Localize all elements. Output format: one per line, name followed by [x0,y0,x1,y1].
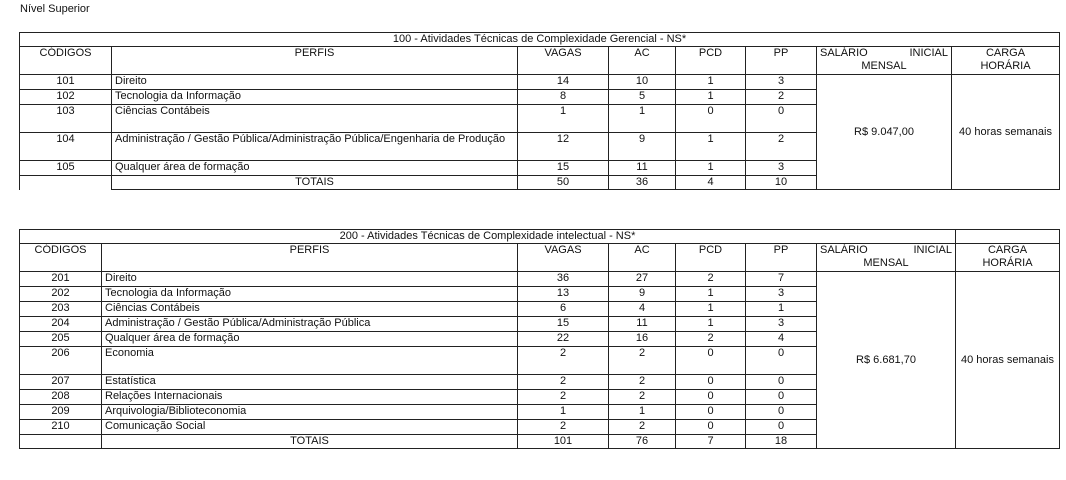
table2-salario: R$ 6.681,70 [817,272,956,449]
header-codigos: CÓDIGOS [20,47,112,75]
table-cell: 102 [20,90,112,105]
table-cell: 210 [20,420,102,435]
table1-title: 100 - Atividades Técnicas de Complexidade Gerencial - NS* [20,33,1060,47]
header-codigos: CÓDIGOS [20,244,102,272]
table-cell: Ciências Contábeis [112,105,518,133]
header-carga-word1: CARGA [987,244,1028,256]
header-pcd: PCD [676,244,746,272]
table-cell: 0 [746,420,817,435]
table-cell: 1 [676,302,746,317]
table-cell: Direito [102,272,518,287]
table-cell: Estatística [102,375,518,390]
header-carga [952,47,1060,75]
table-cell: 3 [746,317,817,332]
table-cell: 103 [20,105,112,133]
table-cell: 36 [518,272,609,287]
table-cell: 1 [676,133,746,161]
table-cell: 208 [20,390,102,405]
table-cell: 1 [518,405,609,420]
header-salario [817,47,952,75]
table-cell: Administração / Gestão Pública/Administração Pública/Engenharia de Produção [112,133,518,161]
table2-title: 200 - Atividades Técnicas de Complexidade intelectual - NS* [20,230,956,244]
header-carga-word1: CARGA [985,47,1026,59]
table-cell: 0 [676,105,746,133]
header-carga-word2: HORÁRIA [980,60,1031,72]
table-cell: 7 [746,272,817,287]
table1-totals-vagas: 50 [518,176,609,190]
table-cell: Tecnologia da Informação [102,287,518,302]
table-cell: 0 [746,405,817,420]
table2-totals-pcd: 7 [676,435,746,449]
header-pcd: PCD [676,47,746,75]
table-gerencial [19,32,1060,190]
table-cell: 0 [746,375,817,390]
table-cell: Direito [112,75,518,90]
table-cell-empty [956,230,1060,244]
table-cell: 0 [676,420,746,435]
table-cell: 202 [20,287,102,302]
table-cell: Economia [102,347,518,375]
table2-totals-vagas: 101 [518,435,609,449]
table-cell: 207 [20,375,102,390]
table-cell: Qualquer área de formação [102,332,518,347]
table-cell: Qualquer área de formação [112,161,518,176]
table-cell: 6 [518,302,609,317]
table-cell: 14 [518,75,609,90]
table1-totals-label: TOTAIS [112,176,518,190]
table-cell: 16 [609,332,676,347]
table-cell: 204 [20,317,102,332]
table-cell: 4 [746,332,817,347]
header-salario-word2: INICIAL [909,47,948,59]
table-cell: 206 [20,347,102,375]
header-vagas: VAGAS [518,47,609,75]
table-cell: Tecnologia da Informação [112,90,518,105]
table-cell: 13 [518,287,609,302]
table-cell: 3 [746,161,817,176]
table-cell: 101 [20,75,112,90]
table-cell: Comunicação Social [102,420,518,435]
table-cell: 10 [609,75,676,90]
table-cell: 3 [746,287,817,302]
table-cell: 1 [676,317,746,332]
table-cell: 11 [609,161,676,176]
table-cell: 2 [518,390,609,405]
table-cell: 0 [676,347,746,375]
header-ac: AC [609,244,676,272]
table-cell: 1 [609,105,676,133]
table-cell: 11 [609,317,676,332]
level-heading: Nível Superior [20,3,90,15]
table-cell: 3 [746,75,817,90]
table-cell: Relações Internacionais [102,390,518,405]
table-cell: 2 [609,390,676,405]
table-cell: 0 [676,405,746,420]
table2-totals-ac: 76 [609,435,676,449]
header-salario-word1: SALÁRIO [820,244,868,256]
table-cell: Arquivologia/Biblioteconomia [102,405,518,420]
table1-salario: R$ 9.047,00 [817,75,952,190]
header-perfis: PERFIS [112,47,518,75]
header-vagas: VAGAS [518,244,609,272]
table-cell: 104 [20,133,112,161]
table2-totals-pp: 18 [746,435,817,449]
table-cell: 15 [518,317,609,332]
header-carga-word2: HORÁRIA [982,257,1033,269]
table-cell: 2 [676,332,746,347]
table-cell: 2 [518,347,609,375]
table-cell: 0 [746,105,817,133]
table-cell: 27 [609,272,676,287]
table-cell: 203 [20,302,102,317]
header-carga [956,244,1060,272]
table1-carga: 40 horas semanais [952,75,1060,190]
header-perfis: PERFIS [102,244,518,272]
table-cell: 1 [518,105,609,133]
table-cell: 1 [609,405,676,420]
table-cell: 15 [518,161,609,176]
table-cell: 0 [746,347,817,375]
table-cell: 9 [609,133,676,161]
table-cell: 105 [20,161,112,176]
table-cell: 5 [609,90,676,105]
table-cell: 205 [20,332,102,347]
table-intelectual [19,229,1060,449]
table-cell: 12 [518,133,609,161]
header-ac: AC [609,47,676,75]
table-cell: 0 [676,390,746,405]
table-cell: 209 [20,405,102,420]
table2-totals-label: TOTAIS [102,435,518,449]
table-cell: Administração / Gestão Pública/Administração Pública [102,317,518,332]
table-cell: 8 [518,90,609,105]
header-salario-word3: MENSAL [861,60,907,72]
table-cell: 1 [676,75,746,90]
table-cell: 0 [676,375,746,390]
table1-totals-pp: 10 [746,176,817,190]
table-cell: 4 [609,302,676,317]
table-cell: 2 [746,133,817,161]
table-cell: 201 [20,272,102,287]
table-cell: 2 [609,375,676,390]
table-cell: 2 [676,272,746,287]
table-cell: 1 [746,302,817,317]
table2-carga: 40 horas semanais [956,272,1060,449]
header-pp: PP [746,244,817,272]
table-cell: Ciências Contábeis [102,302,518,317]
table-cell: 1 [676,161,746,176]
header-pp: PP [746,47,817,75]
table1-totals-pcd: 4 [676,176,746,190]
header-salario-word3: MENSAL [863,257,909,269]
table-cell-empty [20,435,102,449]
header-salario [817,244,956,272]
table-cell: 2 [609,420,676,435]
table-cell: 2 [518,375,609,390]
table-cell: 2 [609,347,676,375]
table-cell: 1 [676,287,746,302]
table-cell: 1 [676,90,746,105]
table-cell: 22 [518,332,609,347]
table-cell: 0 [746,390,817,405]
table-cell: 2 [518,420,609,435]
table-cell: 9 [609,287,676,302]
table-cell-empty [20,176,112,190]
table-cell: 2 [746,90,817,105]
header-salario-word2: INICIAL [913,244,952,256]
table1-totals-ac: 36 [609,176,676,190]
header-salario-word1: SALÁRIO [820,47,868,59]
